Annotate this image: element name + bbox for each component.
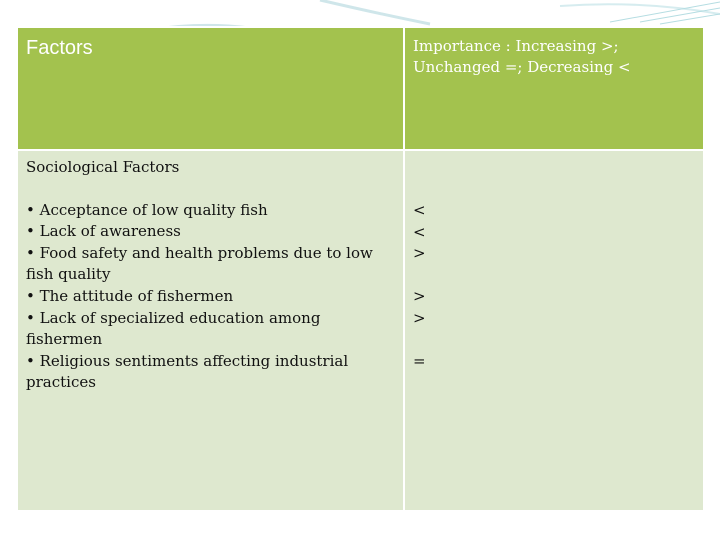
header-factors-cell (17, 27, 404, 150)
importance-symbol: < (413, 222, 426, 241)
importance-list-cell (404, 150, 704, 511)
importance-symbol: > (413, 308, 426, 327)
table-header-row (17, 27, 704, 150)
factors-table (16, 26, 705, 512)
factors-list-cell (17, 150, 404, 511)
factor-item: • Lack of awareness (26, 222, 181, 241)
importance-symbol: > (413, 287, 426, 306)
importance-symbol: < (413, 201, 426, 219)
decor-swoosh (660, 14, 720, 24)
decor-swoosh (320, 0, 430, 24)
factor-item: • Acceptance of low quality fish (26, 200, 268, 219)
factor-item: • Religious sentiments affecting industrial practices (26, 351, 349, 392)
header-importance-cell (404, 27, 704, 150)
factor-item: • The attitude of fishermen (26, 286, 234, 305)
header-importance-label: Importance : Increasing >; Unchanged =; Decreasing < (413, 37, 631, 76)
header-factors-label: Factors (26, 37, 93, 59)
factor-item: • Food safety and health problems due to low fish quality (26, 243, 373, 284)
decor-swoosh (640, 8, 720, 22)
table-body-row (17, 150, 704, 511)
importance-symbol: = (413, 352, 426, 371)
importance-symbol: > (413, 244, 426, 263)
factor-item: • Lack of specialized education among fishermen (26, 308, 321, 349)
section-title: Sociological Factors (26, 158, 180, 176)
